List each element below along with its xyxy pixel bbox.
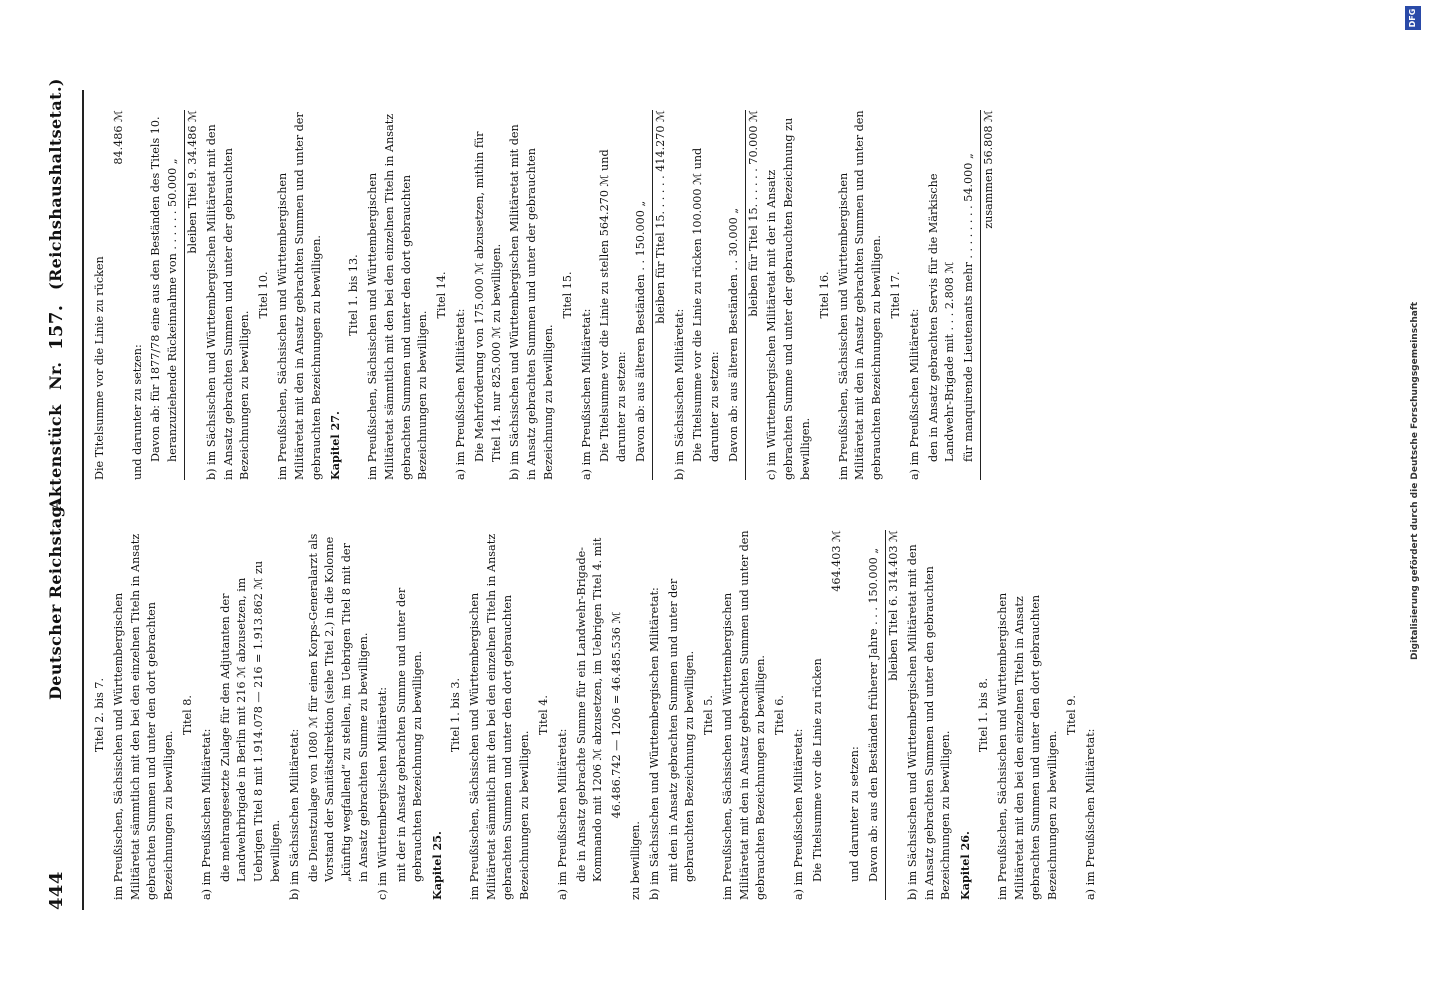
item-label: b) im Sächsischen Militäretat: <box>672 308 686 480</box>
total-line: zusammen 56.808 ℳ <box>980 110 998 480</box>
header-rule <box>82 90 84 910</box>
amount-line: 464.403 ℳ <box>829 530 843 592</box>
text-paragraph: die in Ansatz gebrachte Summe für ein Landwehr-Brigade-Kommando mit 1206 ℳ abzusetzen, im Uebrigen Titel 4. mit <box>574 537 605 882</box>
amount-line: Davon ab: für 1877/78 eine aus den Beständen des Titels 10. heranzuziehende Rückeinnahme von . . . . . . 50.000 „ <box>149 116 180 462</box>
item-label: a) im Preußischen Militäretat: <box>199 728 213 900</box>
heading-titel-8: Titel 8. <box>180 695 194 735</box>
text-paragraph: Die Mehrforderung von 175.000 ℳ abzusetzen, mithin für Titel 14. nur 825.000 ℳ zu bewilligen. <box>472 131 503 462</box>
item-label: a) im Preußischen Militäretat: <box>1083 728 1097 900</box>
heading-titel-5: Titel 5. <box>702 695 716 735</box>
heading-titel-17: Titel 17. <box>889 271 903 319</box>
heading-titel-10: Titel 10. <box>257 271 271 319</box>
heading-titel-6: Titel 6. <box>773 695 787 735</box>
text-paragraph: mit den in Ansatz gebrachten Summen und unter der gebrauchten Bezeichnung zu bewilligen. <box>666 578 697 882</box>
text-paragraph: im Preußischen, Sächsischen und Württembergischen Militäretat mit den bei den einzelnen Titeln in Ansatz gebrachten Summen und unter den dort gebrauchten Bezeichnungen zu bewilligen. <box>995 592 1060 900</box>
text-paragraph: c) im Württembergischen Militäretat mit der in Ansatz gebrachten Summe und unter der gebrauchten Bezeichnung zu bewilligen. <box>765 117 813 480</box>
heading-titel-16: Titel 16. <box>817 271 831 319</box>
total-line: bleiben Titel 6. 314.403 ℳ <box>885 530 903 900</box>
text-paragraph: die Dienstzulage von 1080 ℳ für einen Korps-Generalarzt als Vorstand der Sanitätsdirektion (siehe Titel 2.) in die Kolonne „künftig wegfallend“ zu stellen, im Uebrigen Titel 8 mit der in Ansatz gebrachten Summe zu bewilligen. <box>306 533 370 882</box>
total-line: bleiben für Titel 15. . . . . . 70.000 ℳ <box>745 110 763 480</box>
page-number: 444 <box>46 871 67 910</box>
heading-titel-1-3: Titel 1. bis 3. <box>448 677 462 753</box>
heading-titel-2-7: Titel 2. bis 7. <box>93 677 106 753</box>
amount-line: Davon ab: aus den Beständen früherer Jahre . . . 150.000 „ <box>867 547 881 882</box>
heading-titel-15: Titel 15. <box>560 271 574 319</box>
text-paragraph: im Preußischen, Sächsischen und Württembergischen Militäretat sämmtlich mit den bei den einzelnen Titeln in Ansatz gebrachten Summen und unter den dort gebrachten Bezeichnungen zu bewilligen. <box>111 533 176 900</box>
heading-titel-9: Titel 9. <box>1065 695 1079 735</box>
kapitel-heading: Kapitel 26. <box>958 831 973 900</box>
text-line: und darunter zu setzen: <box>130 344 144 480</box>
item-label: a) im Preußischen Militäretat: <box>579 308 593 480</box>
heading-titel-14: Titel 14. <box>435 271 449 319</box>
amount-line: Davon ab: aus älteren Beständen . . 150.000 „ <box>633 200 647 462</box>
amount-line: Davon ab: aus älteren Beständen . . 30.000 „ <box>726 207 740 462</box>
text-paragraph: im Preußischen, Sächsischen und Württembergischen Militäretat sämmtlich mit den bei den einzelnen Titeln in Ansatz gebrachten Summen und unter den dort gebrauchten Bezeichnungen zu bewilligen. <box>467 533 532 900</box>
header-nr-label: Nr. <box>46 361 65 390</box>
text-line: Die Titelsumme vor die Linie zu rücken <box>810 658 824 882</box>
kapitel-heading: Kapitel 27. <box>328 411 343 480</box>
text-line: zu bewilligen. <box>628 821 642 900</box>
item-label: b) im Sächsischen und Württembergischen Militäretat: <box>647 587 661 900</box>
text-paragraph: im Preußischen, Sächsischen und Württembergischen Militäretat mit den in Ansatz gebrachten Summen und unter der gebrauchten Bezeichnungen zu bewilligen. <box>275 112 323 480</box>
header-document-label: Aktenstück <box>46 404 65 510</box>
text-paragraph: die mehrangesetzte Zulage für den Adjutanten der Landwehrbrigade in Berlin mit 216 ℳ abzusetzen, im Uebrigen Titel 8 mit 1.914.078 — 216 = 1.913.862 ℳ zu bewilligen. <box>218 560 282 882</box>
text-paragraph: im Preußischen, Sächsischen und Württembergischen Militäretat mit den in Ansatz gebrachten Summen und unter den gebrauchten Bezeichnungen zu bewilligen. <box>836 110 884 480</box>
header-title: Deutscher Reichstag. <box>46 499 65 700</box>
total-line: bleiben für Titel 15. . . . . . 414.270 ℳ <box>652 110 670 480</box>
item-label: c) im Württembergischen Militäretat: <box>375 687 389 900</box>
amount-line: 84.486 ℳ <box>111 110 125 165</box>
item-label: a) im Preußischen Militäretat: <box>453 308 467 480</box>
digitization-credit: Digitalisierung gefördert durch die Deutsche Forschungsgemeinschaft <box>1410 301 1420 660</box>
header-section: (Reichshaushaltsetat.) <box>46 78 65 290</box>
text-line: und darunter zu setzen: <box>848 746 862 882</box>
text-paragraph: mit der in Ansatz gebrachten Summe und unter der gebrauchten Bezeichnung zu bewilligen. <box>394 587 425 882</box>
text-line: Die Titelsumme vor die Linie zu rücken 100.000 ℳ und darunter zu setzen: <box>691 147 722 462</box>
item-label: b) im Sächsischen Militäretat: <box>287 728 301 900</box>
heading-titel-4: Titel 4. <box>536 695 550 735</box>
heading-titel-1-8: Titel 1. bis 8. <box>977 677 991 753</box>
kapitel-heading: Kapitel 25. <box>430 831 445 900</box>
item-label: a) im Preußischen Militäretat: <box>555 728 569 900</box>
text-paragraph: b) im Sächsischen und Württembergischen Militäretat mit den in Ansatz gebrachten Summen und unter der gebrauchten Bezeichnungen zu bewilligen. <box>204 124 252 480</box>
text-paragraph: b) im Sächsischen und Württembergischen Militäretat mit den in Ansatz gebrachten Summen und unter den gebrauchten Bezeichnungen zu bewilligen. <box>905 544 953 900</box>
amount-line: den in Ansatz gebrachten Servis für die Märkische Landwehr-Brigade mit . . . 2.808 ℳ <box>926 173 957 462</box>
item-label: a) im Preußischen Militäretat: <box>907 308 921 480</box>
right-column <box>92 110 1392 480</box>
item-label: a) im Preußischen Militäretat: <box>792 728 806 900</box>
text-paragraph: im Preußischen, Sächsischen und Württembergischen Militäretat mit den in Ansatz gebrachten Summen und unter den gebrauchten Bezeichnungen zu bewilligen. <box>720 530 768 900</box>
total-line: bleiben Titel 9. 34.486 ℳ <box>184 110 202 480</box>
text-paragraph: im Preußischen, Sächsischen und Württembergischen Militäretat sämmtlich mit den bei den einzelnen Titeln in Ansatz gebrachten Summen und unter den dort gebrauchten Bezeichnungen zu bewilligen. <box>365 113 430 480</box>
dfg-logo: DFG <box>1405 6 1421 30</box>
amount-line: 46.486.742 — 1206 = 46.485.536 ℳ <box>610 611 624 819</box>
header-number: 157. <box>46 304 67 350</box>
heading-titel-1-13: Titel 1. bis 13. <box>347 254 361 336</box>
left-column <box>92 530 1392 900</box>
text-paragraph: b) im Sächsischen und Württembergischen Militäretat mit den in Ansatz gebrachten Summen und unter der gebrauchten Bezeichnung zu bewilligen. <box>508 124 555 480</box>
text-line: Die Titelsumme vor die Linie zu stellen 564.270 ℳ und darunter zu setzen: <box>598 149 629 462</box>
amount-line: für manquirende Lieutenants mehr . . . . . . . . 54.000 „ <box>962 153 976 462</box>
page-header <box>46 78 78 910</box>
text-line: Die Titelsumme vor die Linie zu rücken <box>93 256 106 480</box>
